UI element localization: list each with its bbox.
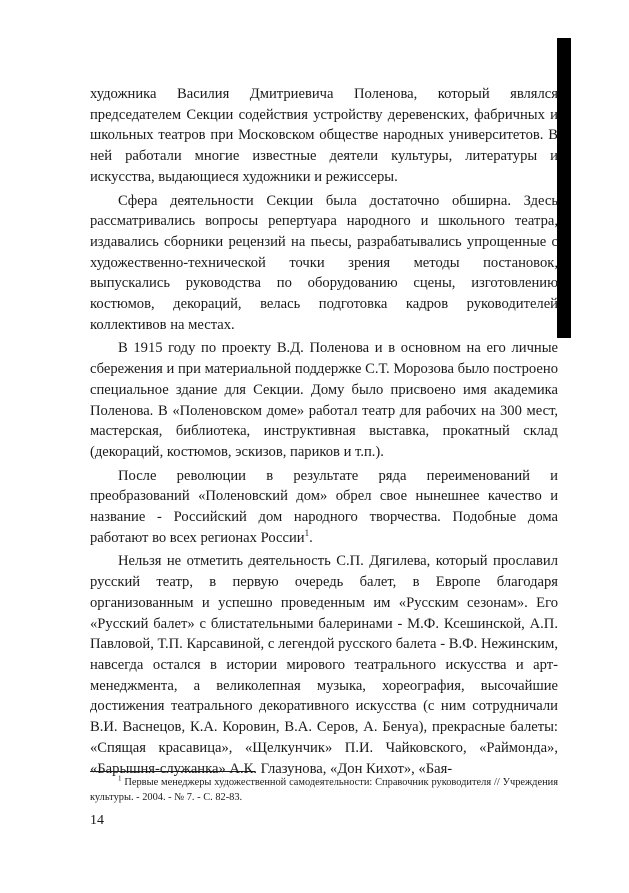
footnote-text: Первые менеджеры художественной самодеятельности: Справочник руководителя // Учреждения культуры. - 2004. - № 7. - С. 82-83. xyxy=(90,777,558,803)
paragraph-3-text: В 1915 году по проекту В.Д. Поленова и в основном на его личные сбережения и при материальной поддержке С.Т. Морозова было построено специальное здание для Секции. Дому было присвоено имя академика Поленова. В «Поленовском доме» работал театр для рабочих на 300 мест, мастерская, библиотека, инструктивная выставка, прокатный склад (декораций, костюмов, эскизов, париков и т.п.). xyxy=(90,340,558,460)
footnote-reference[interactable]: 1 xyxy=(304,527,310,538)
paragraph-4-text: После революции в результате ряда переименований и преобразований «Поленовский дом» обрел свое нынешнее качество и название - Российский дом народного творчества. Подобные дома работают во всех регионах России xyxy=(90,467,558,546)
paragraph-2-text: Сфера деятельности Секции была достаточно обширна. Здесь рассматривались вопросы репертуара народного и школьного театра, издавались сборники рецензий на пьесы, разрабатывались упрощенные с художественно-технической точки зрения методы постановок, выпускались руководства по оборудованию сцены, изготовлению костюмов, декораций, велась подготовка кадров руководителей коллективов на местах. xyxy=(90,192,558,333)
footnote-marker: 1 xyxy=(118,774,122,783)
paragraph-1-text: художника Василия Дмитриевича Поленова, который являлся председателем Секции содействия устройству деревенских, фабричных и школьных театров при Московском обществе народных университетов. В ней работали многие известные деятели культуры, литературы и искусства, выдающиеся художники и режиссеры. xyxy=(90,86,558,185)
page-edge-mark xyxy=(557,38,571,338)
paragraph-5-text: Нельзя не отметить деятельность С.П. Дягилева, который прославил русский театр, в первую очередь балет, в Европе благодаря организованным и успешно проведенным им «Русским сезонам». Его «Русский балет» с блистательными балеринами - М.Ф. Ксешинской, А.П. Павловой, Т.П. Карсавиной, с легендой русского балета - В.Ф. Нежинским, навсегда остался в истории мирового театрального искусства и арт-менеджмента, а великолепная музыка, хореография, высочайшие достижения театрального декоративного искусства (с ним сотрудничали В.И. Васнецов, К.А. Коровин, В.А. Серов, А. Бенуа), прекрасные балеты: «Спящая красавица», «Щелкунчик» П.И. Чайковского, «Раймонда», «Барышня-служанка» А.К. Глазунова, «Дон Кихот», «Бая- xyxy=(90,553,558,777)
page-body xyxy=(90,84,558,779)
footnote xyxy=(90,775,558,805)
paragraph-2 xyxy=(90,191,558,336)
paragraph-1 xyxy=(90,84,558,188)
paragraph-3 xyxy=(90,338,558,462)
paragraph-4 xyxy=(90,466,558,549)
page-number: 14 xyxy=(90,813,104,828)
paragraph-4-tail: . xyxy=(309,529,313,546)
paragraph-5 xyxy=(90,551,558,779)
footnote-separator xyxy=(90,771,255,772)
